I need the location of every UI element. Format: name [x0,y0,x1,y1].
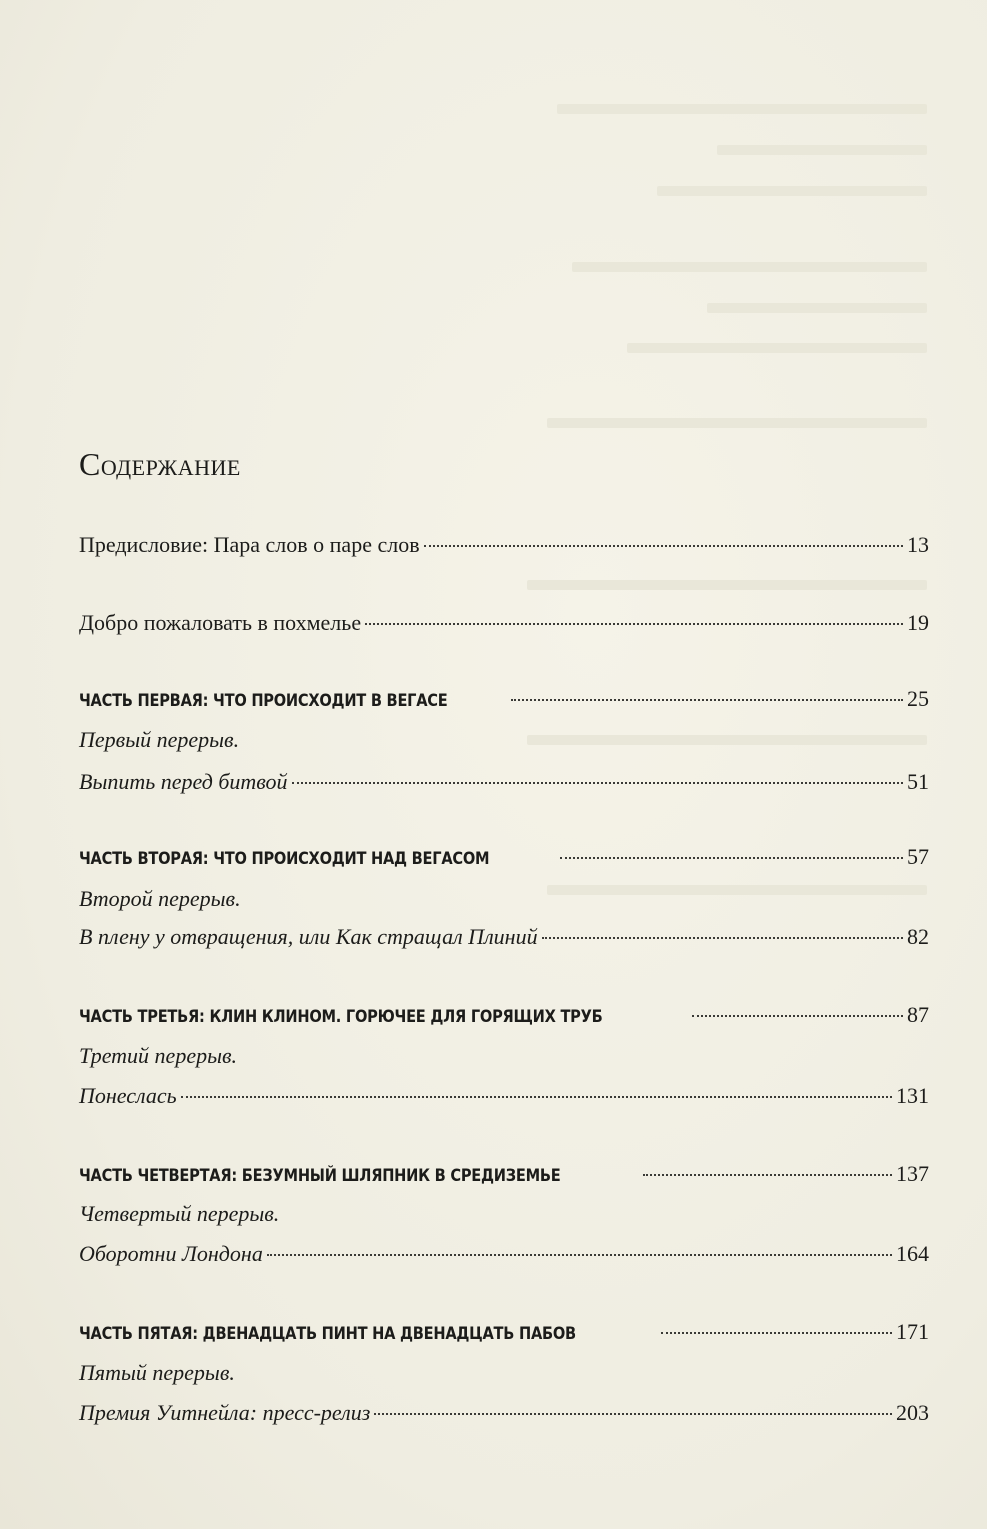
toc-page-number: 164 [896,1241,929,1266]
leader-dots [560,857,903,859]
page-title: Содержание [79,446,241,482]
toc-page-number: 131 [896,1083,929,1108]
toc-page-number: 82 [907,924,929,949]
leader-dots [511,699,903,701]
show-through [657,186,927,196]
leader-dots [542,937,903,939]
toc-entry-break-2 [79,917,929,957]
show-through [572,262,927,272]
toc-page-number: 137 [896,1161,929,1186]
show-through [557,104,927,114]
toc-subheading-break-2: Второй перерыв. [79,886,241,911]
toc-entry-break-4 [79,1234,929,1274]
toc-label: ЧАСТЬ ПЕРВАЯ: ЧТО ПРОИСХОДИТ В ВЕГАСЕ [79,691,448,711]
toc-entry-part-3 [79,995,929,1035]
toc-label: ЧАСТЬ ВТОРАЯ: ЧТО ПРОИСХОДИТ НАД ВЕГАСОМ [79,849,490,869]
toc-entry-part-4 [79,1154,929,1194]
toc-subheading-break-4: Четвертый перерыв. [79,1201,280,1226]
show-through [527,735,927,745]
toc-label: В плену у отвращения, или Как стращал Плиний [79,924,538,949]
show-through [717,145,927,155]
toc-page-number: 57 [907,844,929,869]
leader-dots [267,1254,892,1256]
leader-dots [292,782,903,784]
toc-label: ЧАСТЬ ЧЕТВЕРТАЯ: БЕЗУМНЫЙ ШЛЯПНИК В СРЕДИЗЕМЬЕ [79,1166,561,1186]
leader-dots [643,1174,892,1176]
toc-entry-part-2 [79,837,929,877]
toc-label: Выпить перед битвой [79,769,288,794]
leader-dots [374,1413,892,1415]
toc-label: Премия Уитнейла: пресс-релиз [79,1400,371,1425]
toc-subheading-break-1: Первый перерыв. [79,727,240,752]
show-through [627,343,927,353]
toc-subheading-break-5: Пятый перерыв. [79,1360,235,1385]
toc-page-number: 13 [907,532,929,557]
show-through [547,885,927,895]
leader-dots [424,545,903,547]
toc-page-number: 19 [907,610,929,635]
toc-label: Предисловие: Пара слов о паре слов [79,532,420,557]
toc-label: Понеслась [79,1083,177,1108]
toc-entry-preface [79,525,929,565]
leader-dots [661,1332,892,1334]
toc-label: Оборотни Лондона [79,1241,263,1266]
show-through [527,580,927,590]
toc-page-number: 171 [896,1319,929,1344]
toc-entry-welcome [79,603,929,643]
leader-dots [692,1015,903,1017]
toc-page-number: 51 [907,769,929,794]
toc-entry-break-1 [79,762,929,802]
toc-page-number: 25 [907,686,929,711]
toc-entry-break-3 [79,1076,929,1116]
toc-entry-break-5 [79,1393,929,1433]
toc-label: ЧАСТЬ ТРЕТЬЯ: КЛИН КЛИНОМ. ГОРЮЧЕЕ ДЛЯ ГОРЯЩИХ ТРУБ [79,1007,603,1027]
toc-label: Добро пожаловать в похмелье [79,610,362,635]
toc-entry-part-5 [79,1312,929,1352]
toc-label: ЧАСТЬ ПЯТАЯ: ДВЕНАДЦАТЬ ПИНТ НА ДВЕНАДЦАТЬ ПАБОВ [79,1324,576,1344]
show-through [707,303,927,313]
show-through [547,418,927,428]
toc-page-number: 203 [896,1400,929,1425]
leader-dots [181,1096,892,1098]
toc-subheading-break-3: Третий перерыв. [79,1043,238,1068]
toc-page-number: 87 [907,1002,929,1027]
toc-entry-part-1 [79,679,929,719]
leader-dots [365,623,903,625]
